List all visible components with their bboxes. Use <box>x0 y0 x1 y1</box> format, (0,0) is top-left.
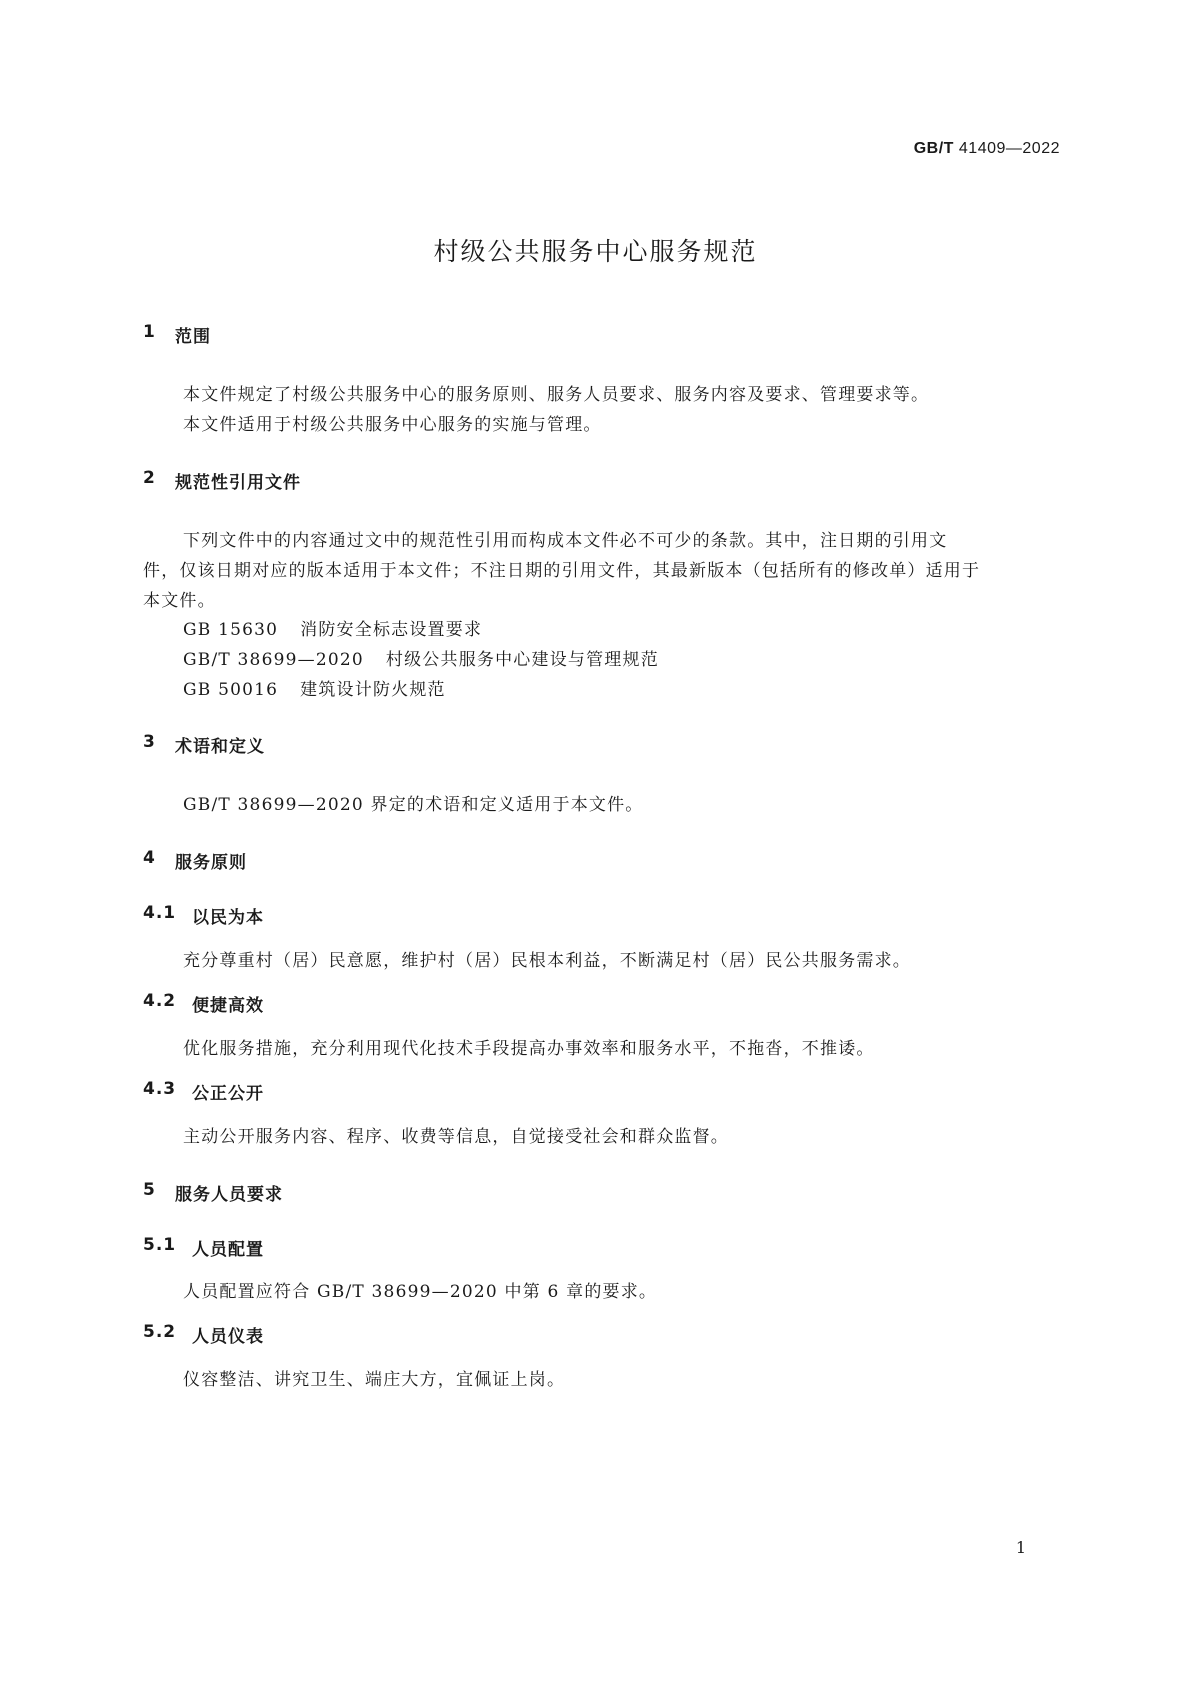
subsection-4-3-title: 公正公开 <box>192 1084 264 1104</box>
reference-name: 消防安全标志设置要求 <box>300 620 483 640</box>
section-1-paragraph-2: 本文件适用于村级公共服务中心服务的实施与管理。 <box>183 415 602 435</box>
section-1-paragraph-1: 本文件规定了村级公共服务中心的服务原则、服务人员要求、服务内容及要求、管理要求等。 <box>183 385 930 405</box>
page-number: 1 <box>1015 1538 1026 1557</box>
reference-name: 建筑设计防火规范 <box>300 680 446 700</box>
reference-name: 村级公共服务中心建设与管理规范 <box>385 650 659 670</box>
subsection-4-1-number: 4.1 <box>143 903 177 923</box>
subsection-4-2-text: 优化服务措施，充分利用现代化技术手段提高办事效率和服务水平，不拖沓，不推诿。 <box>183 1039 875 1059</box>
section-2-paragraph-line-3: 本文件。 <box>143 591 216 611</box>
subsection-4-1-text: 充分尊重村（居）民意愿，维护村（居）民根本利益，不断满足村（居）民公共服务需求。 <box>183 951 911 971</box>
subsection-4-2-title: 便捷高效 <box>192 996 264 1016</box>
section-4-number: 4 <box>143 848 156 868</box>
subsection-5-2-number: 5.2 <box>143 1322 177 1342</box>
standard-code <box>914 140 1060 158</box>
section-4-title: 服务原则 <box>175 853 247 873</box>
section-1-number: 1 <box>143 322 156 342</box>
section-3-paragraph: GB/T 38699—2020 界定的术语和定义适用于本文件。 <box>183 795 644 815</box>
section-2-paragraph-line-2: 件，仅该日期对应的版本适用于本文件；不注日期的引用文件，其最新版本（包括所有的修改单）适用于 <box>143 561 981 581</box>
subsection-5-1-text: 人员配置应符合 GB/T 38699—2020 中第 6 章的要求。 <box>183 1282 658 1302</box>
subsection-5-2-title: 人员仪表 <box>192 1327 264 1347</box>
subsection-4-3-number: 4.3 <box>143 1079 177 1099</box>
reference-item <box>183 675 446 700</box>
section-2-paragraph-line-1: 下列文件中的内容通过文中的规范性引用而构成本文件必不可少的条款。其中，注日期的引用文 <box>183 531 948 551</box>
section-3-number: 3 <box>143 732 156 752</box>
section-5-number: 5 <box>143 1180 156 1200</box>
section-1-title: 范围 <box>175 327 211 347</box>
subsection-5-1-title: 人员配置 <box>192 1240 264 1260</box>
document-title: 村级公共服务中心服务规范 <box>433 237 758 266</box>
section-3-title: 术语和定义 <box>175 737 265 757</box>
reference-code: GB/T 38699—2020 <box>183 650 364 670</box>
reference-item <box>183 615 482 640</box>
subsection-4-2-number: 4.2 <box>143 991 177 1011</box>
reference-code: GB 15630 <box>183 620 279 640</box>
section-5-title: 服务人员要求 <box>175 1185 283 1205</box>
reference-code: GB 50016 <box>183 680 279 700</box>
subsection-4-1-title: 以民为本 <box>192 908 264 928</box>
reference-item <box>183 645 659 670</box>
standard-prefix: GB/T <box>913 140 954 157</box>
subsection-5-2-text: 仪容整洁、讲究卫生、端庄大方，宜佩证上岗。 <box>183 1370 566 1390</box>
standard-number: 41409—2022 <box>958 140 1060 157</box>
subsection-4-3-text: 主动公开服务内容、程序、收费等信息，自觉接受社会和群众监督。 <box>183 1127 729 1147</box>
section-2-title: 规范性引用文件 <box>175 473 301 493</box>
subsection-5-1-number: 5.1 <box>143 1235 177 1255</box>
section-2-number: 2 <box>143 468 156 488</box>
